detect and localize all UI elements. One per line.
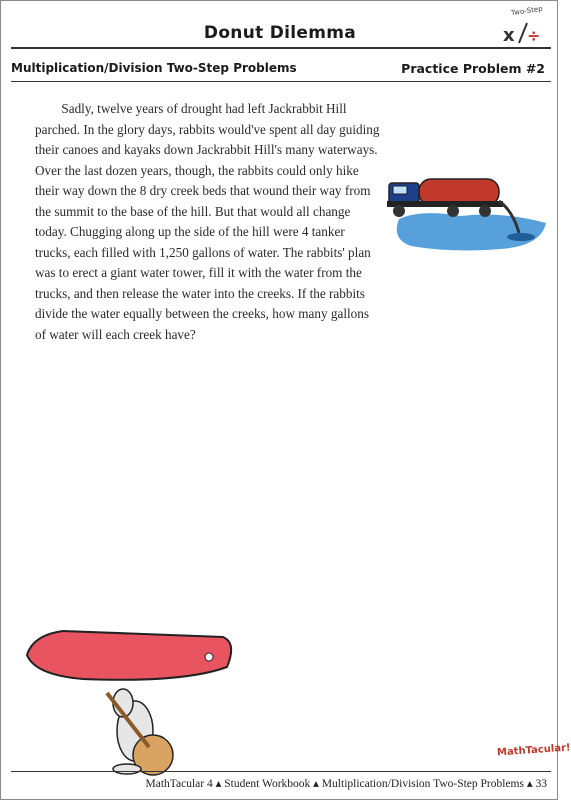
svg-text:x: x: [503, 25, 515, 46]
mathtacular-logo: MathTacular!: [496, 742, 571, 759]
problem-label: Practice Problem #2: [401, 61, 545, 76]
problem-paragraph: Sadly, twelve years of drought had left Jackrabbit Hill parched. In the glory days, rabbits would've spent all day guiding their canoes and kayaks down Jackrabbit Hill's many waterways. Over the last dozen years, though, the rabbits could only hike their way down the 8 dry creek beds that wound their way from the summit to the base of the hill. But that would all change today. Chugging along up the side of the hill were 4 tanker trucks, each filled with 1,250 gallons of water. The rabbits' plan was to erect a giant water tower, fill it with the water from the trucks, and then release the water into the creeks. If the rabbits divide the water equally between the creeks, how many gallons of water will each creek have?: [35, 101, 380, 342]
problem-text: [35, 99, 383, 345]
footer-divider: [11, 771, 551, 772]
tanker-truck-illustration: [381, 161, 551, 256]
section-heading: Multiplication/Division Two-Step Problems: [11, 61, 297, 75]
page-footer: MathTacular 4 ▴ Student Workbook ▴ Multiplication/Division Two-Step Problems ▴ 33: [145, 778, 547, 790]
rabbit-canoe-illustration: [23, 621, 243, 781]
page-title: Donut Dilemma: [203, 23, 357, 43]
svg-text:÷: ÷: [527, 26, 541, 45]
badge-label: Two-Step: [510, 4, 544, 18]
two-step-badge-icon: [497, 9, 547, 45]
title-divider: [11, 47, 551, 49]
section-divider: [11, 81, 551, 82]
